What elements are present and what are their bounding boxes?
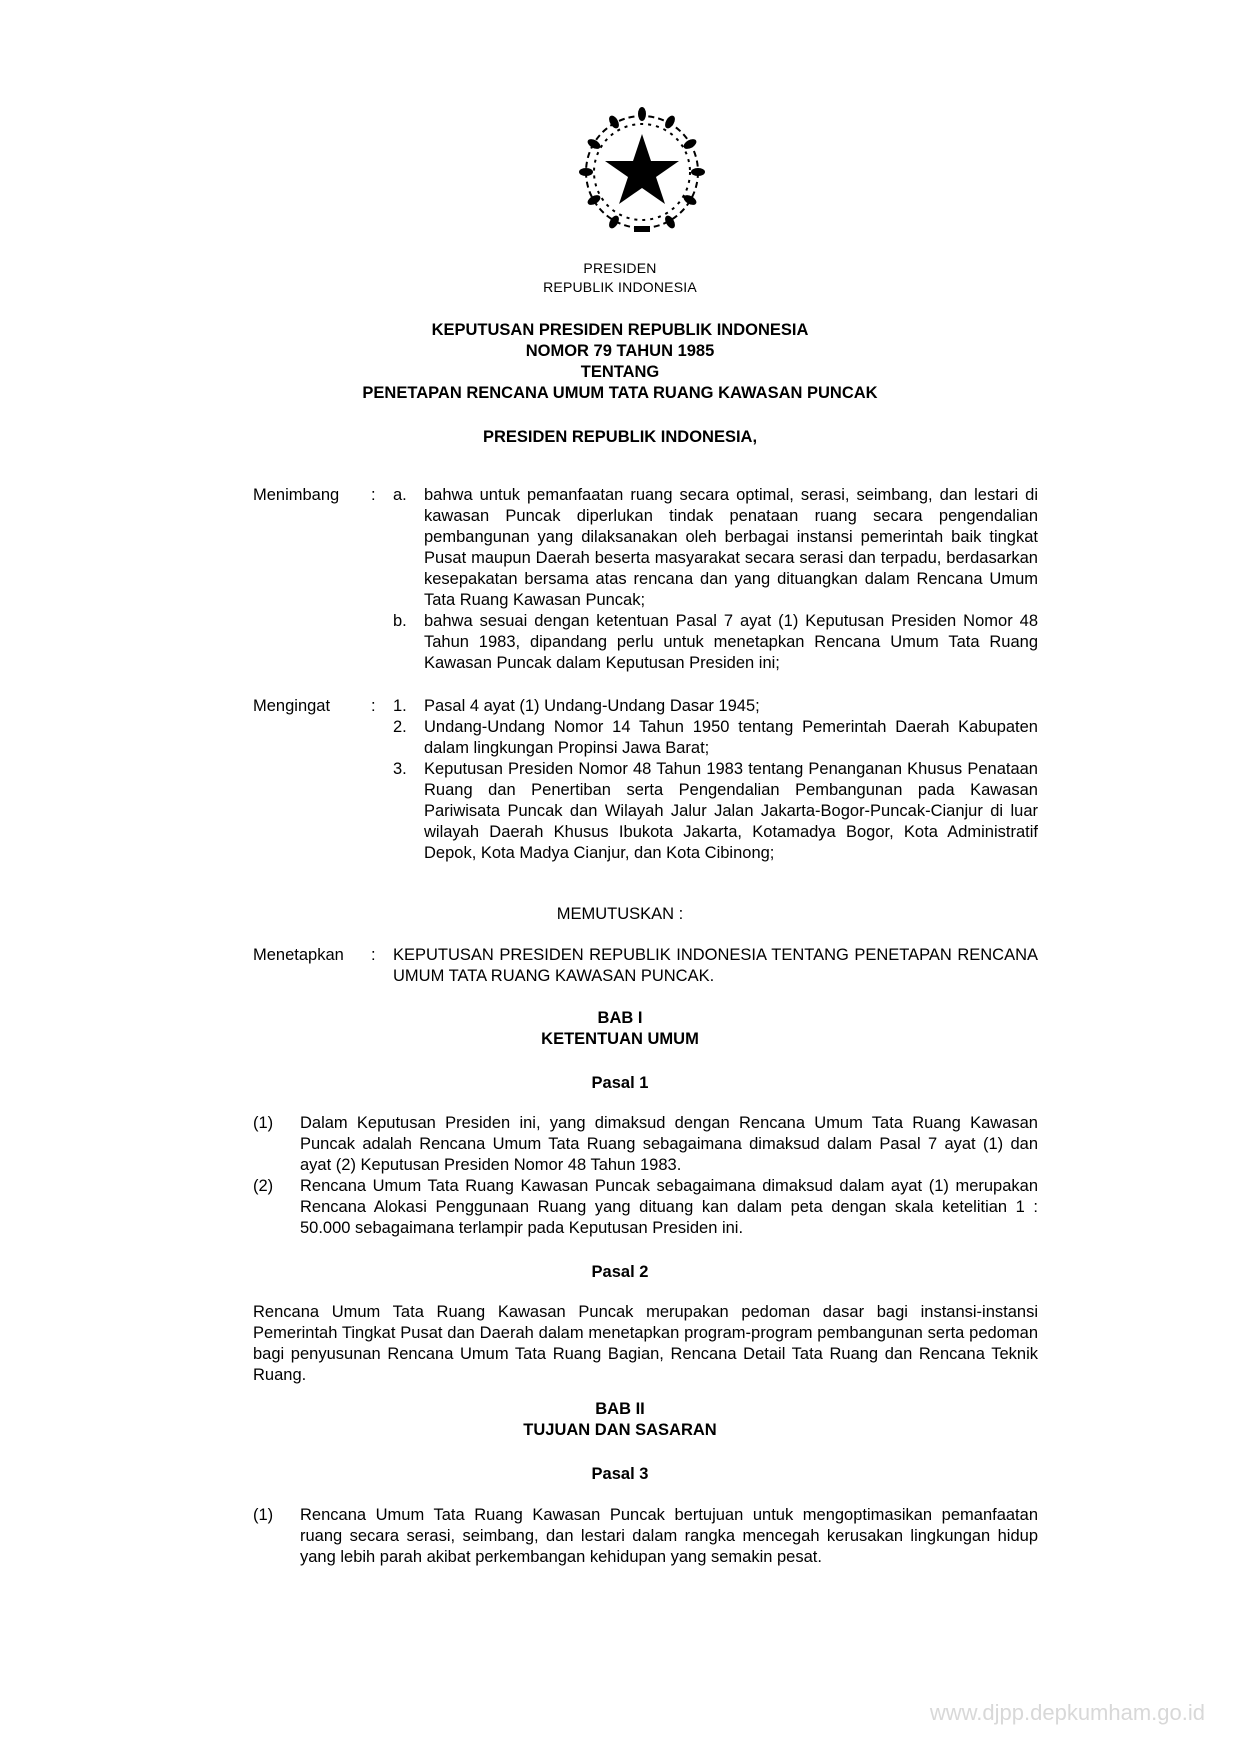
title-line-4: PENETAPAN RENCANA UMUM TATA RUANG KAWASAN PUNCAK — [362, 384, 878, 402]
mengingat-2-text: Undang-Undang Nomor 14 Tahun 1950 tentang Pemerintah Daerah Kabupaten dalam lingkungan Propinsi Jawa Barat; — [424, 718, 1038, 757]
footer-url: www.djpp.depkumham.go.id — [929, 1700, 1205, 1725]
mengingat-3-text: Keputusan Presiden Nomor 48 Tahun 1983 tentang Penanganan Khusus Penataan Ruang dan Penertiban serta Pengendalian Pembangunan pada Kawasan Pariwisata Puncak dan Wilayah Jalur Jalan Jakarta-Bogor-Puncak-Cianjur di luar wilayah Daerah Khusus Ibukota Jakarta, Kotamadya Bogor, Kota Administratif Depok, Kota Madya Cianjur, dan Kota Cibinong; — [424, 760, 1038, 862]
pasal-1-ayat-2-text: Rencana Umum Tata Ruang Kawasan Puncak sebagaimana dimaksud dalam ayat (1) merupakan Rencana Alokasi Penggunaan Ruang yang dituang kan dalam peta dengan skala ketelitian 1 : 50.000 sebagaimana terlampir pada Keputusan Presiden ini. — [300, 1177, 1038, 1237]
header-president: PRESIDEN — [583, 260, 657, 276]
menimbang-a-marker: a. — [393, 486, 407, 504]
pasal-3-ayat-1-marker: (1) — [253, 1506, 274, 1524]
header-republic: REPUBLIK INDONESIA — [543, 279, 697, 295]
menetapkan-text: KEPUTUSAN PRESIDEN REPUBLIK INDONESIA TENTANG PENETAPAN RENCANA UMUM TATA RUANG KAWASAN PUNCAK. — [393, 946, 1038, 985]
mengingat-colon: : — [371, 697, 376, 715]
mengingat-1-text: Pasal 4 ayat (1) Undang-Undang Dasar 1945; — [424, 697, 760, 715]
garuda-star-emblem — [574, 104, 710, 240]
title-line-2: NOMOR 79 TAHUN 1985 — [525, 342, 715, 360]
mengingat-3-marker: 3. — [393, 760, 407, 778]
bab-1-title: KETENTUAN UMUM — [541, 1030, 699, 1048]
pasal-1-ayat-1-marker: (1) — [253, 1114, 274, 1132]
pasal-3-heading: Pasal 3 — [591, 1465, 649, 1483]
mengingat-2-marker: 2. — [393, 718, 407, 736]
menetapkan-colon: : — [371, 946, 376, 964]
mengingat-label: Mengingat — [253, 697, 331, 715]
pasal-1-ayat-2-marker: (2) — [253, 1177, 274, 1195]
issuer: PRESIDEN REPUBLIK INDONESIA, — [482, 428, 758, 446]
pasal-2-text: Rencana Umum Tata Ruang Kawasan Puncak merupakan pedoman dasar bagi instansi-instansi Pemerintah Tingkat Pusat dan Daerah dalam menetapkan program-program pembangunan serta pedoman bagi penyusunan Rencana Umum Tata Ruang Bagian, Rencana Detail Tata Ruang dan Rencana Teknik Ruang. — [253, 1303, 1038, 1384]
menimbang-b-text: bahwa sesuai dengan ketentuan Pasal 7 ayat (1) Keputusan Presiden Nomor 48 Tahun 1983, dipandang perlu untuk menetapkan Rencana Umum Tata Ruang Kawasan Puncak dalam Keputusan Presiden ini; — [424, 612, 1038, 672]
pasal-2-heading: Pasal 2 — [591, 1263, 649, 1281]
pasal-3-ayat-1-text: Rencana Umum Tata Ruang Kawasan Puncak bertujuan untuk mengoptimasikan pemanfaatan ruang secara serasi, seimbang, dan lestari dalam rangka mencegah kerusakan lingkungan hidup yang lebih parah akibat perkembangan kehidupan yang semakin pesat. — [300, 1506, 1038, 1566]
pasal-1-ayat-1-text: Dalam Keputusan Presiden ini, yang dimaksud dengan Rencana Umum Tata Ruang Kawasan Puncak adalah Rencana Umum Tata Ruang sebagaimana dimaksud dalam Pasal 7 ayat (1) dan ayat (2) Keputusan Presiden Nomor 48 Tahun 1983. — [300, 1114, 1038, 1174]
menimbang-label: Menimbang — [253, 486, 340, 504]
bab-1-heading: BAB I — [597, 1009, 643, 1027]
mengingat-1-marker: 1. — [393, 697, 407, 715]
title-line-1: KEPUTUSAN PRESIDEN REPUBLIK INDONESIA — [431, 321, 809, 339]
pasal-1-heading: Pasal 1 — [591, 1074, 649, 1092]
menimbang-b-marker: b. — [393, 612, 407, 630]
menimbang-colon: : — [371, 486, 376, 504]
bab-2-title: TUJUAN DAN SASARAN — [523, 1421, 717, 1439]
memutuskan-heading: MEMUTUSKAN : — [556, 905, 684, 923]
menimbang-a-text: bahwa untuk pemanfaatan ruang secara optimal, serasi, seimbang, dan lestari di kawasan Puncak diperlukan tindak penataan ruang secara pengendalian pembangunan yang dilaksanakan oleh berbagai instansi pemerintah baik tingkat Pusat maupun Daerah beserta masyarakat secara serasi dan terpadu, berdasarkan kesepakatan bersama atas rencana dan yang dituangkan dalam Rencana Umum Tata Ruang Kawasan Puncak; — [424, 486, 1038, 609]
title-line-3: TENTANG — [580, 363, 660, 381]
bab-2-heading: BAB II — [595, 1400, 645, 1418]
menetapkan-label: Menetapkan — [253, 946, 344, 964]
